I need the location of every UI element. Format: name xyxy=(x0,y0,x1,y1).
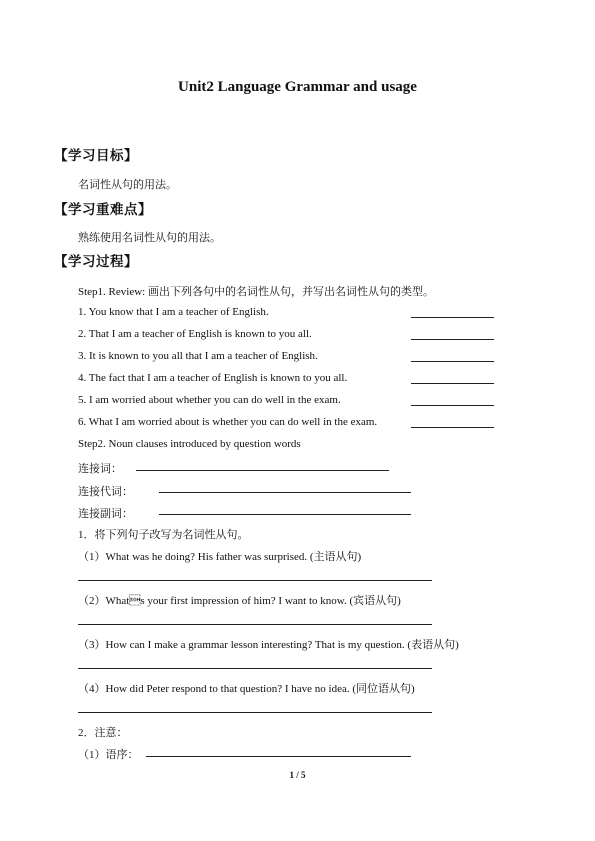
step1-item-3: 3. It is known to you all that I am a teacher of English. xyxy=(78,350,318,362)
step1-item-4: 4. The fact that I am a teacher of English is known to you all. xyxy=(78,372,348,384)
step1-item-1: 1. You know that I am a teacher of English. xyxy=(78,306,269,318)
exercise1-item-3: （3）How can I make a grammar lesson interesting? That is my question. (表语从句) xyxy=(78,639,459,651)
key-points-content: 熟练使用名词性从句的用法。 xyxy=(78,232,221,244)
answer-blank-2[interactable] xyxy=(411,339,494,340)
conjunctive-pronoun-label: 连接代词： xyxy=(78,486,133,498)
step1-item-6: 6. What I am worried about is whether you can do well in the exam. xyxy=(78,416,378,428)
answer-blank-4[interactable] xyxy=(411,383,494,384)
exercise2-item-1-label: （1）语序： xyxy=(78,749,139,761)
answer-blank-6[interactable] xyxy=(411,427,494,428)
section-heading-process: 【学习过程】 xyxy=(54,254,138,270)
rewrite-line-2[interactable] xyxy=(78,624,432,625)
document-title: Unit2 Language Grammar and usage xyxy=(178,79,417,95)
conjunctive-adverb-label: 连接副词： xyxy=(78,508,133,520)
conjunction-label: 连接词： xyxy=(78,463,122,475)
step2-title: Step2. Noun clauses introduced by question words xyxy=(78,438,301,450)
conjunctive-pronoun-blank[interactable] xyxy=(159,492,411,493)
goal-content: 名词性从句的用法。 xyxy=(78,179,177,191)
exercise2-title: 2．注意： xyxy=(78,727,128,739)
exercise1-item-2: （2）Whats your first impression of him? I want to know. (宾语从句) xyxy=(78,595,401,607)
step1-item-5: 5. I am worried about whether you can do well in the exam. xyxy=(78,394,341,406)
section-heading-goal: 【学习目标】 xyxy=(54,148,138,164)
rewrite-line-4[interactable] xyxy=(78,712,432,713)
conjunction-blank[interactable] xyxy=(136,470,389,471)
answer-blank-3[interactable] xyxy=(411,361,494,362)
answer-blank-5[interactable] xyxy=(411,405,494,406)
page-number: 1 / 5 xyxy=(289,770,306,780)
word-order-blank[interactable] xyxy=(146,756,411,757)
rewrite-line-3[interactable] xyxy=(78,668,432,669)
exercise1-item-4: （4）How did Peter respond to that question? I have no idea. (同位语从句) xyxy=(78,683,415,695)
section-heading-key-points: 【学习重难点】 xyxy=(54,202,152,218)
exercise1-title: 1．将下列句子改写为名词性从句。 xyxy=(78,529,249,541)
conjunctive-adverb-blank[interactable] xyxy=(159,514,411,515)
exercise1-item-1: （1）What was he doing? His father was surprised. (主语从句) xyxy=(78,551,362,563)
rewrite-line-1[interactable] xyxy=(78,580,432,581)
answer-blank-1[interactable] xyxy=(411,317,494,318)
step1-title: Step1. Review: 画出下列各句中的名词性从句，并写出名词性从句的类型。 xyxy=(78,286,434,298)
step1-item-2: 2. That I am a teacher of English is known to you all. xyxy=(78,328,312,340)
